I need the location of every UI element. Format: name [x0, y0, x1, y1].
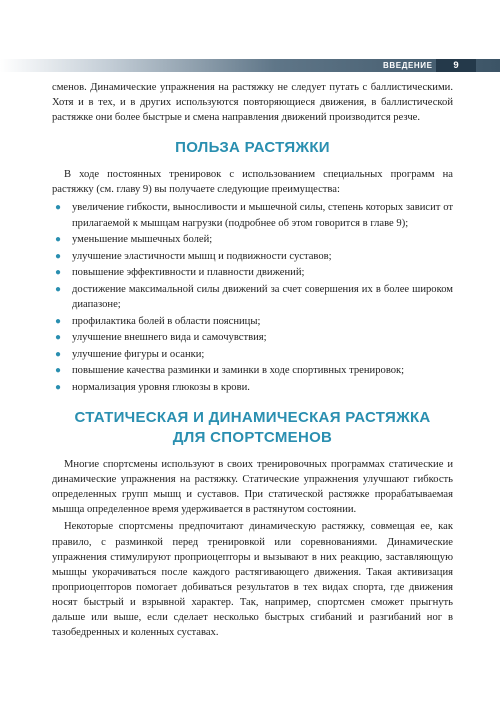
list-item: ● улучшение фигуры и осанки; — [52, 347, 453, 362]
bullet-icon: ● — [55, 382, 62, 393]
section-title-line-1: СТАТИЧЕСКАЯ И ДИНАМИЧЕСКАЯ РАСТЯЖКА — [74, 409, 431, 427]
bullet-icon: ● — [55, 234, 62, 246]
list-item: ● увеличение гибкости, выносливости и мышечной силы, степень которых зависит от прилагаемой к мышцам нагрузки (подробнее об этом говорится в главе 9); — [55, 202, 453, 229]
bullet-icon: ● — [55, 283, 62, 295]
bullet-icon: ● — [55, 250, 62, 262]
list-item: ● уменьшение мышечных болей; — [52, 232, 453, 247]
bullet-icon: ● — [55, 267, 62, 279]
static-dynamic-paragraph-1: Многие спортсмены используют в своих тренировочных программах статические и динамические упражнения на растяжку. Статические упражнения улучшают гибкость определенных групп мышц и суставов. При статической растяжке прорабатываемая мышца определенное время удерживается в растянутом состоянии. — [52, 459, 453, 516]
list-item: ● нормализация уровня глюкозы в крови. — [52, 380, 453, 395]
benefits-lead-paragraph: В ходе постоянных тренировок с использованием специальных программ на растяжку (см. главу 9) вы получаете следующие преимущества: — [52, 169, 453, 196]
list-item: ● повышение качества разминки и заминки в ходе спортивных тренировок; — [52, 363, 453, 378]
list-item: ● достижение максимальной силы движений за счет совершения их в более широком диапазоне; — [55, 283, 453, 311]
list-item: ● улучшение внешнего вида и самочувствия; — [52, 330, 453, 345]
bullet-icon: ● — [55, 332, 62, 344]
section-title-benefits: ПОЛЬЗА РАСТЯЖКИ — [175, 139, 330, 157]
page-number: 9 — [436, 59, 476, 72]
bullet-icon: ● — [55, 365, 62, 377]
section-title-static-dynamic — [52, 408, 453, 448]
list-item: ● улучшение эластичности мышц и подвижности суставов; — [52, 249, 453, 264]
section-title-line-2: ДЛЯ СПОРТСМЕНОВ — [172, 429, 333, 447]
page-body — [52, 80, 453, 640]
running-header-section: ВВЕДЕНИЕ — [383, 61, 433, 70]
list-item: ● профилактика болей в области поясницы; — [52, 314, 453, 329]
bullet-icon: ● — [55, 202, 62, 214]
benefits-list — [52, 200, 453, 395]
static-dynamic-paragraph-2: Некоторые спортсмены предпочитают динамическую растяжку, совмещая ее, как правило, с разминкой перед тренировкой или соревнованиями. Динамические упражнения стимулируют проприоцепторы и вызывают в них реакцию, заставляющую мышцы укорачиваться после каждого растягивающего движения. Такая активизация проприоцепторов помогает добиваться результатов в тех видах спорта, где движения носят быстрый и взрывной характер. Так, например, спортсмен сможет прыгнуть дальше или выше, если сделает несколько быстрых сгибаний и разгибаний ног в тазобедренных и коленных суставах. — [52, 521, 453, 639]
bullet-icon: ● — [55, 348, 62, 360]
list-item: ● повышение эффективности и плавности движений; — [52, 265, 453, 280]
bullet-icon: ● — [55, 315, 62, 327]
intro-paragraph: сменов. Динамические упражнения на растяжку не следует путать с баллистическими. Хотя и в тех, и в других используются повторяющиеся движения, в баллистической растяжке они более быстрые и смена направления движений производится резче. — [52, 82, 453, 124]
